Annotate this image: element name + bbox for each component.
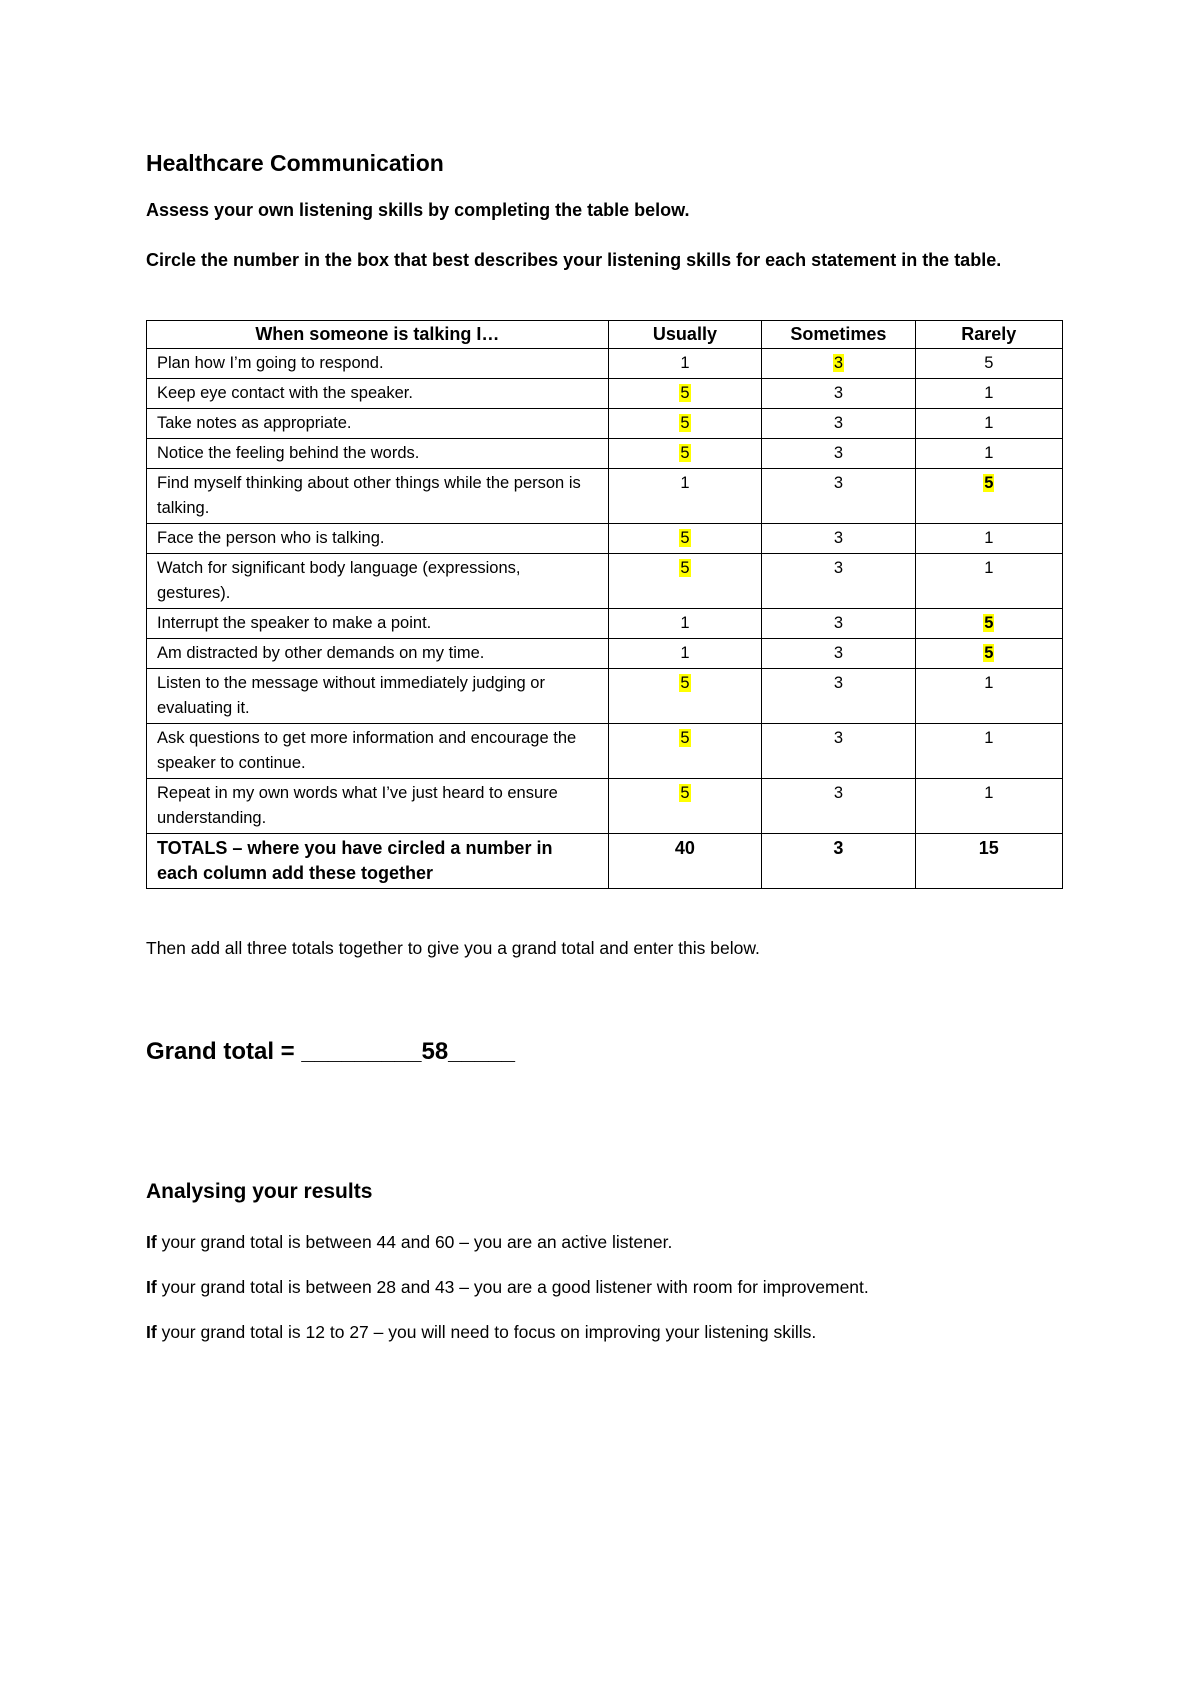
result-lead: If — [146, 1322, 157, 1342]
row-statement: Watch for significant body language (expressions, gestures). — [147, 554, 609, 609]
score-cell-sometimes[interactable] — [762, 554, 915, 609]
score-cell-usually[interactable] — [608, 779, 762, 834]
score-cell-usually[interactable] — [608, 669, 762, 724]
result-text: your grand total is between 28 and 43 – you are a good listener with room for improvement. — [156, 1277, 869, 1297]
result-text: your grand total is between 44 and 60 – you are an active listener. — [156, 1232, 673, 1252]
total-usually: 40 — [608, 834, 762, 889]
score-cell-rarely[interactable] — [915, 409, 1062, 439]
selected-score-value: 5 — [680, 559, 690, 577]
score-value: 3 — [833, 674, 843, 692]
row-statement: Face the person who is talking. — [147, 524, 609, 554]
score-value: 1 — [984, 784, 994, 802]
score-value: 1 — [984, 444, 994, 462]
score-cell-sometimes[interactable] — [762, 439, 915, 469]
selected-score-value: 5 — [680, 384, 690, 402]
score-cell-rarely[interactable] — [915, 724, 1062, 779]
score-value: 5 — [984, 354, 994, 372]
score-cell-rarely[interactable] — [915, 639, 1062, 669]
table-row — [147, 639, 1063, 669]
header-usually: Usually — [608, 321, 762, 349]
grand-total-instruction: Then add all three totals together to give you a grand total and enter this below. — [146, 938, 760, 958]
selected-score-value: 5 — [680, 529, 690, 547]
table-header-row — [147, 321, 1063, 349]
score-cell-sometimes[interactable] — [762, 379, 915, 409]
selected-score-value: 5 — [680, 674, 690, 692]
score-cell-usually[interactable] — [608, 639, 762, 669]
score-value: 3 — [833, 784, 843, 802]
result-active-listener — [146, 1232, 672, 1253]
table-row — [147, 349, 1063, 379]
row-statement: Find myself thinking about other things while the person is talking. — [147, 469, 609, 524]
score-value: 3 — [833, 384, 843, 402]
score-value: 1 — [984, 414, 994, 432]
score-value: 3 — [833, 444, 843, 462]
table-body — [147, 349, 1063, 834]
score-cell-rarely[interactable] — [915, 379, 1062, 409]
totals-row — [147, 834, 1063, 889]
selected-score-value: 3 — [833, 354, 843, 372]
table-row — [147, 724, 1063, 779]
table-row — [147, 779, 1063, 834]
document-title: Healthcare Communication — [146, 150, 444, 176]
result-good-listener — [146, 1277, 869, 1298]
score-cell-sometimes[interactable] — [762, 669, 915, 724]
score-value: 3 — [833, 474, 843, 492]
selected-score-value: 5 — [984, 474, 994, 492]
total-rarely: 15 — [915, 834, 1062, 889]
row-statement: Notice the feeling behind the words. — [147, 439, 609, 469]
score-value: 3 — [833, 644, 843, 662]
analysis-heading: Analysing your results — [146, 1180, 373, 1203]
score-cell-rarely[interactable] — [915, 349, 1062, 379]
score-cell-sometimes[interactable] — [762, 349, 915, 379]
selected-score-value: 5 — [680, 729, 690, 747]
selected-score-value: 5 — [984, 614, 994, 632]
score-cell-rarely[interactable] — [915, 524, 1062, 554]
score-cell-usually[interactable] — [608, 349, 762, 379]
score-cell-usually[interactable] — [608, 439, 762, 469]
score-value: 1 — [984, 729, 994, 747]
score-value: 1 — [984, 559, 994, 577]
row-statement: Am distracted by other demands on my time. — [147, 639, 609, 669]
listening-skills-table — [146, 320, 1063, 889]
table-row — [147, 609, 1063, 639]
score-cell-sometimes[interactable] — [762, 524, 915, 554]
row-statement: Keep eye contact with the speaker. — [147, 379, 609, 409]
score-cell-rarely[interactable] — [915, 779, 1062, 834]
row-statement: Repeat in my own words what I’ve just heard to ensure understanding. — [147, 779, 609, 834]
header-rarely: Rarely — [915, 321, 1062, 349]
score-value: 1 — [680, 354, 690, 372]
table-row — [147, 409, 1063, 439]
instruction-circle: Circle the number in the box that best describes your listening skills for each statement in the table. — [146, 250, 1002, 270]
grand-total-line: Grand total = _________58_____ — [146, 1038, 515, 1065]
table-row — [147, 439, 1063, 469]
selected-score-value: 5 — [984, 644, 994, 662]
table-row — [147, 469, 1063, 524]
score-value: 1 — [984, 529, 994, 547]
score-cell-sometimes[interactable] — [762, 609, 915, 639]
score-cell-sometimes[interactable] — [762, 409, 915, 439]
score-value: 1 — [680, 614, 690, 632]
score-cell-sometimes[interactable] — [762, 724, 915, 779]
row-statement: Interrupt the speaker to make a point. — [147, 609, 609, 639]
score-value: 3 — [833, 529, 843, 547]
score-cell-rarely[interactable] — [915, 669, 1062, 724]
score-cell-usually[interactable] — [608, 379, 762, 409]
score-value: 3 — [833, 614, 843, 632]
score-cell-rarely[interactable] — [915, 469, 1062, 524]
score-cell-rarely[interactable] — [915, 609, 1062, 639]
row-statement: Take notes as appropriate. — [147, 409, 609, 439]
score-cell-usually[interactable] — [608, 724, 762, 779]
score-cell-usually[interactable] — [608, 609, 762, 639]
header-statement: When someone is talking I… — [147, 321, 609, 349]
score-cell-sometimes[interactable] — [762, 469, 915, 524]
score-cell-sometimes[interactable] — [762, 779, 915, 834]
total-sometimes: 3 — [762, 834, 915, 889]
score-value: 1 — [984, 384, 994, 402]
score-value: 3 — [833, 729, 843, 747]
score-value: 1 — [680, 644, 690, 662]
score-cell-sometimes[interactable] — [762, 639, 915, 669]
selected-score-value: 5 — [680, 444, 690, 462]
result-text: your grand total is 12 to 27 – you will need to focus on improving your listening skills. — [156, 1322, 817, 1342]
score-value: 3 — [833, 559, 843, 577]
table-row — [147, 524, 1063, 554]
score-cell-usually[interactable] — [608, 469, 762, 524]
result-lead: If — [146, 1232, 157, 1252]
selected-score-value: 5 — [680, 784, 690, 802]
score-cell-rarely[interactable] — [915, 439, 1062, 469]
score-value: 1 — [680, 474, 690, 492]
totals-label: TOTALS – where you have circled a number in each column add these together — [147, 834, 609, 889]
score-cell-rarely[interactable] — [915, 554, 1062, 609]
row-statement: Plan how I’m going to respond. — [147, 349, 609, 379]
score-cell-usually[interactable] — [608, 554, 762, 609]
score-cell-usually[interactable] — [608, 524, 762, 554]
score-value: 3 — [833, 414, 843, 432]
instruction-assess: Assess your own listening skills by completing the table below. — [146, 200, 690, 220]
table-row — [147, 554, 1063, 609]
row-statement: Listen to the message without immediately judging or evaluating it. — [147, 669, 609, 724]
result-lead: If — [146, 1277, 157, 1297]
score-value: 1 — [984, 674, 994, 692]
header-sometimes: Sometimes — [762, 321, 915, 349]
table-row — [147, 669, 1063, 724]
score-cell-usually[interactable] — [608, 409, 762, 439]
result-needs-focus — [146, 1322, 816, 1343]
row-statement: Ask questions to get more information and encourage the speaker to continue. — [147, 724, 609, 779]
selected-score-value: 5 — [680, 414, 690, 432]
table-row — [147, 379, 1063, 409]
